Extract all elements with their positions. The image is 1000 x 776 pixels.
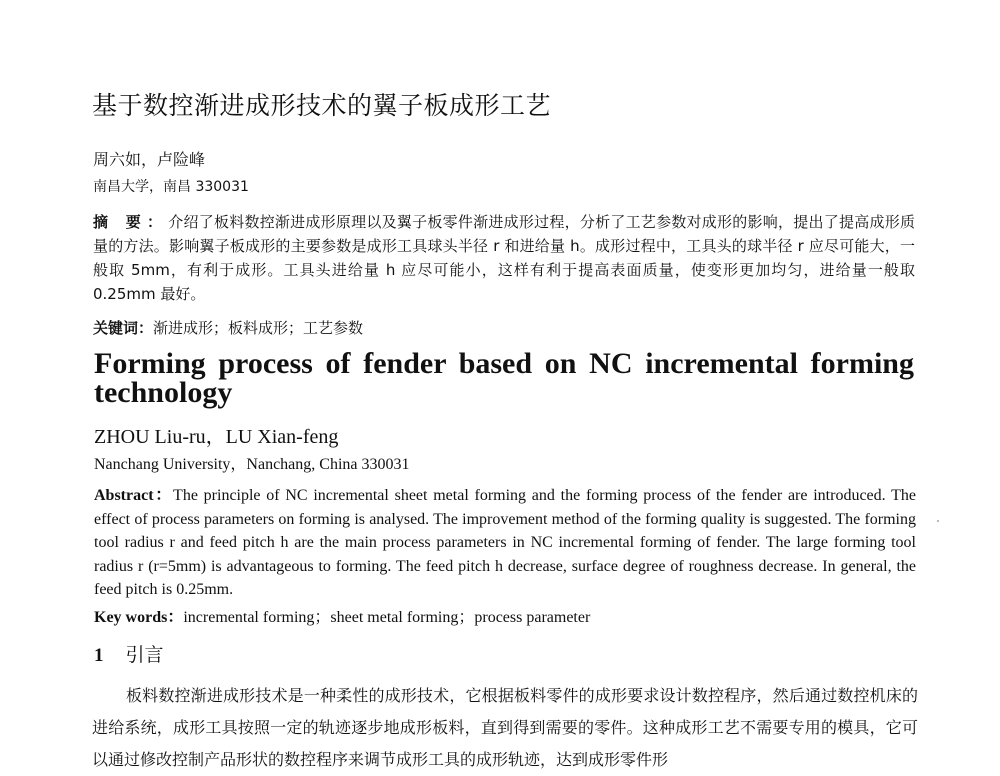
english-abstract-label: Abstract： (94, 487, 174, 504)
chinese-abstract-text: 介绍了板料数控渐进成形原理以及翼子板零件渐进成形过程，分析了工艺参数对成形的影响，提出了提高成形质量的方法。影响翼子板成形的主要参数是成形工具球头半径 r 和进给量 h。成形过程中，工具头的球半径 r 应尽可能大，一般取 5mm，有利于成形。工具头进给量 h 应尽可能小，这样有利于提高表面质量，使变形更加均匀，进给量一般取 0.25mm 最好。 (93, 213, 915, 303)
chinese-keywords-label: 关键词： (93, 319, 154, 337)
chinese-abstract (93, 210, 915, 306)
english-keywords-text: incremental forming；sheet metal forming；process parameter (183, 609, 591, 626)
english-abstract (94, 484, 916, 602)
chinese-keywords-text: 渐进成形；板料成形；工艺参数 (153, 319, 364, 337)
chinese-authors: 周六如，卢险峰 (93, 150, 206, 169)
english-keywords-label: Key words： (94, 609, 184, 626)
english-keywords (94, 604, 590, 627)
body-paragraph: 板料数控渐进成形技术是一种柔性的成形技术，它根据板料零件的成形要求设计数控程序，然后通过数控机床的进给系统，成形工具按照一定的轨迹逐步地成形板料，直到得到需要的零件。这种成形工艺不需要专用的模具，它可以通过修改控制产品形状的数控程序来调节成形工具的成形轨迹，达到成形零件形 (92, 686, 918, 769)
section-number: 1 (94, 645, 104, 666)
chinese-title: 基于数控渐进成形技术的翼子板成形工艺 (92, 91, 552, 120)
chinese-keywords (93, 317, 363, 338)
english-affiliation: Nanchang University，Nanchang, China 330031 (94, 456, 410, 473)
section-title: 引言 (125, 644, 164, 666)
english-abstract-text: The principle of NC incremental sheet metal forming and the forming process of the fender are introduced. The effect of process parameters on forming is analysed. The improvement method of the forming quality is suggested. The forming tool radius r and feed pitch h are the main process parameters in NC incremental forming of fender. The large forming tool radius r (r=5mm) is advantageous to forming. The feed pitch h decrease, surface degree of roughness decrease. In general, the feed pitch is 0.25mm. (94, 487, 916, 598)
chinese-abstract-label: 摘 要： (93, 213, 169, 231)
english-title-line-1: Forming process of fender based on NC incremental forming (94, 347, 914, 380)
section-heading (94, 640, 164, 667)
english-title-line-2: technology (94, 376, 233, 409)
chinese-affiliation: 南昌大学，南昌 330031 (93, 179, 249, 195)
english-title (94, 349, 914, 407)
scan-speck (937, 520, 939, 522)
english-authors: ZHOU Liu-ru，LU Xian-feng (94, 426, 339, 448)
